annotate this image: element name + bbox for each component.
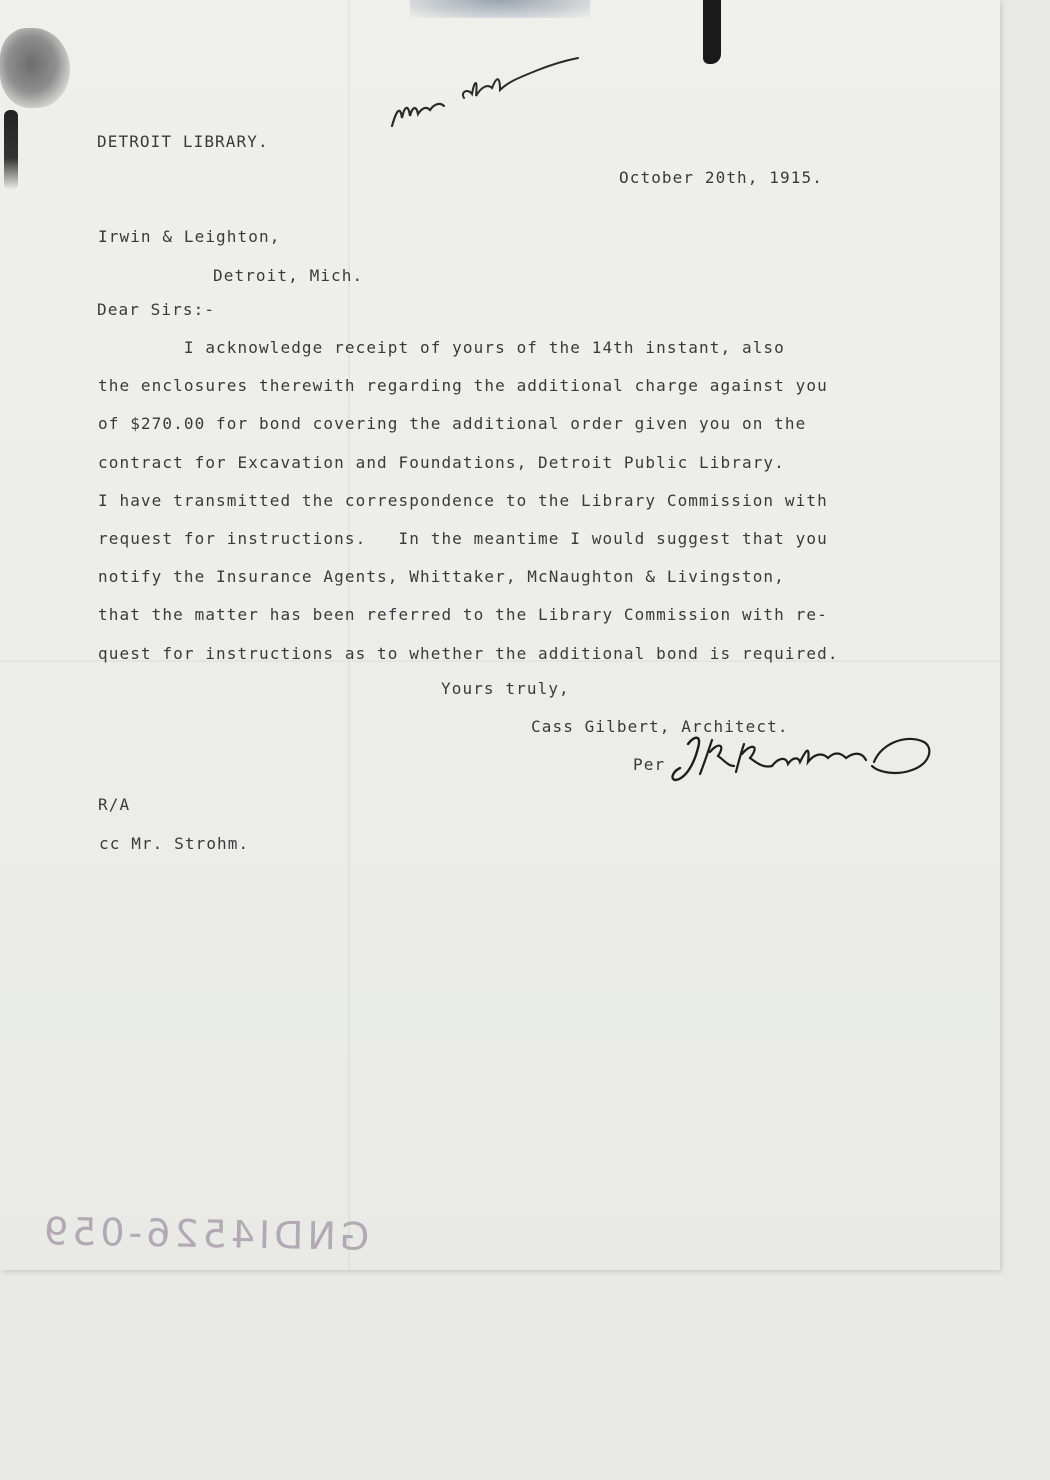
paper-hole [703, 0, 721, 64]
handwritten-note [388, 52, 588, 142]
body-line: quest for instructions as to whether the additional bond is required. [98, 643, 839, 663]
body-line: I have transmitted the correspondence to the Library Commission with [98, 490, 828, 510]
letter-date: October 20th, 1915. [619, 168, 823, 187]
body-line: the enclosures therewith regarding the additional charge against you [98, 376, 828, 396]
carbon-copy: cc Mr. Strohm. [99, 834, 250, 853]
letter-heading: DETROIT LIBRARY. [97, 132, 269, 151]
addressee-city: Detroit, Mich. [213, 266, 364, 285]
letter-body [98, 338, 839, 682]
addressee-name: Irwin & Leighton, [98, 227, 281, 246]
closing: Yours truly, [441, 679, 570, 698]
body-line: notify the Insurance Agents, Whittaker, McNaughton & Livingston, [98, 567, 785, 587]
pencil-catalog-mark: GNDI4526-059 [39, 1209, 370, 1259]
initials: R/A [98, 795, 131, 814]
body-line: I acknowledge receipt of yours of the 14th instant, also [98, 338, 785, 357]
paper-tear [410, 0, 590, 18]
body-line: of $270.00 for bond covering the additional order given you on the [98, 414, 807, 434]
body-line: contract for Excavation and Foundations, Detroit Public Library. [98, 452, 785, 472]
body-line: request for instructions. In the meantime I would suggest that you [98, 528, 828, 548]
signature [668, 722, 938, 792]
edge-damage [4, 110, 18, 190]
per-label: Per [633, 755, 666, 774]
salutation: Dear Sirs:- [97, 300, 216, 319]
ink-stain [0, 28, 70, 108]
signer-name: Cass Gilbert, Architect. [531, 717, 789, 736]
body-line: that the matter has been referred to the Library Commission with re- [98, 605, 828, 625]
